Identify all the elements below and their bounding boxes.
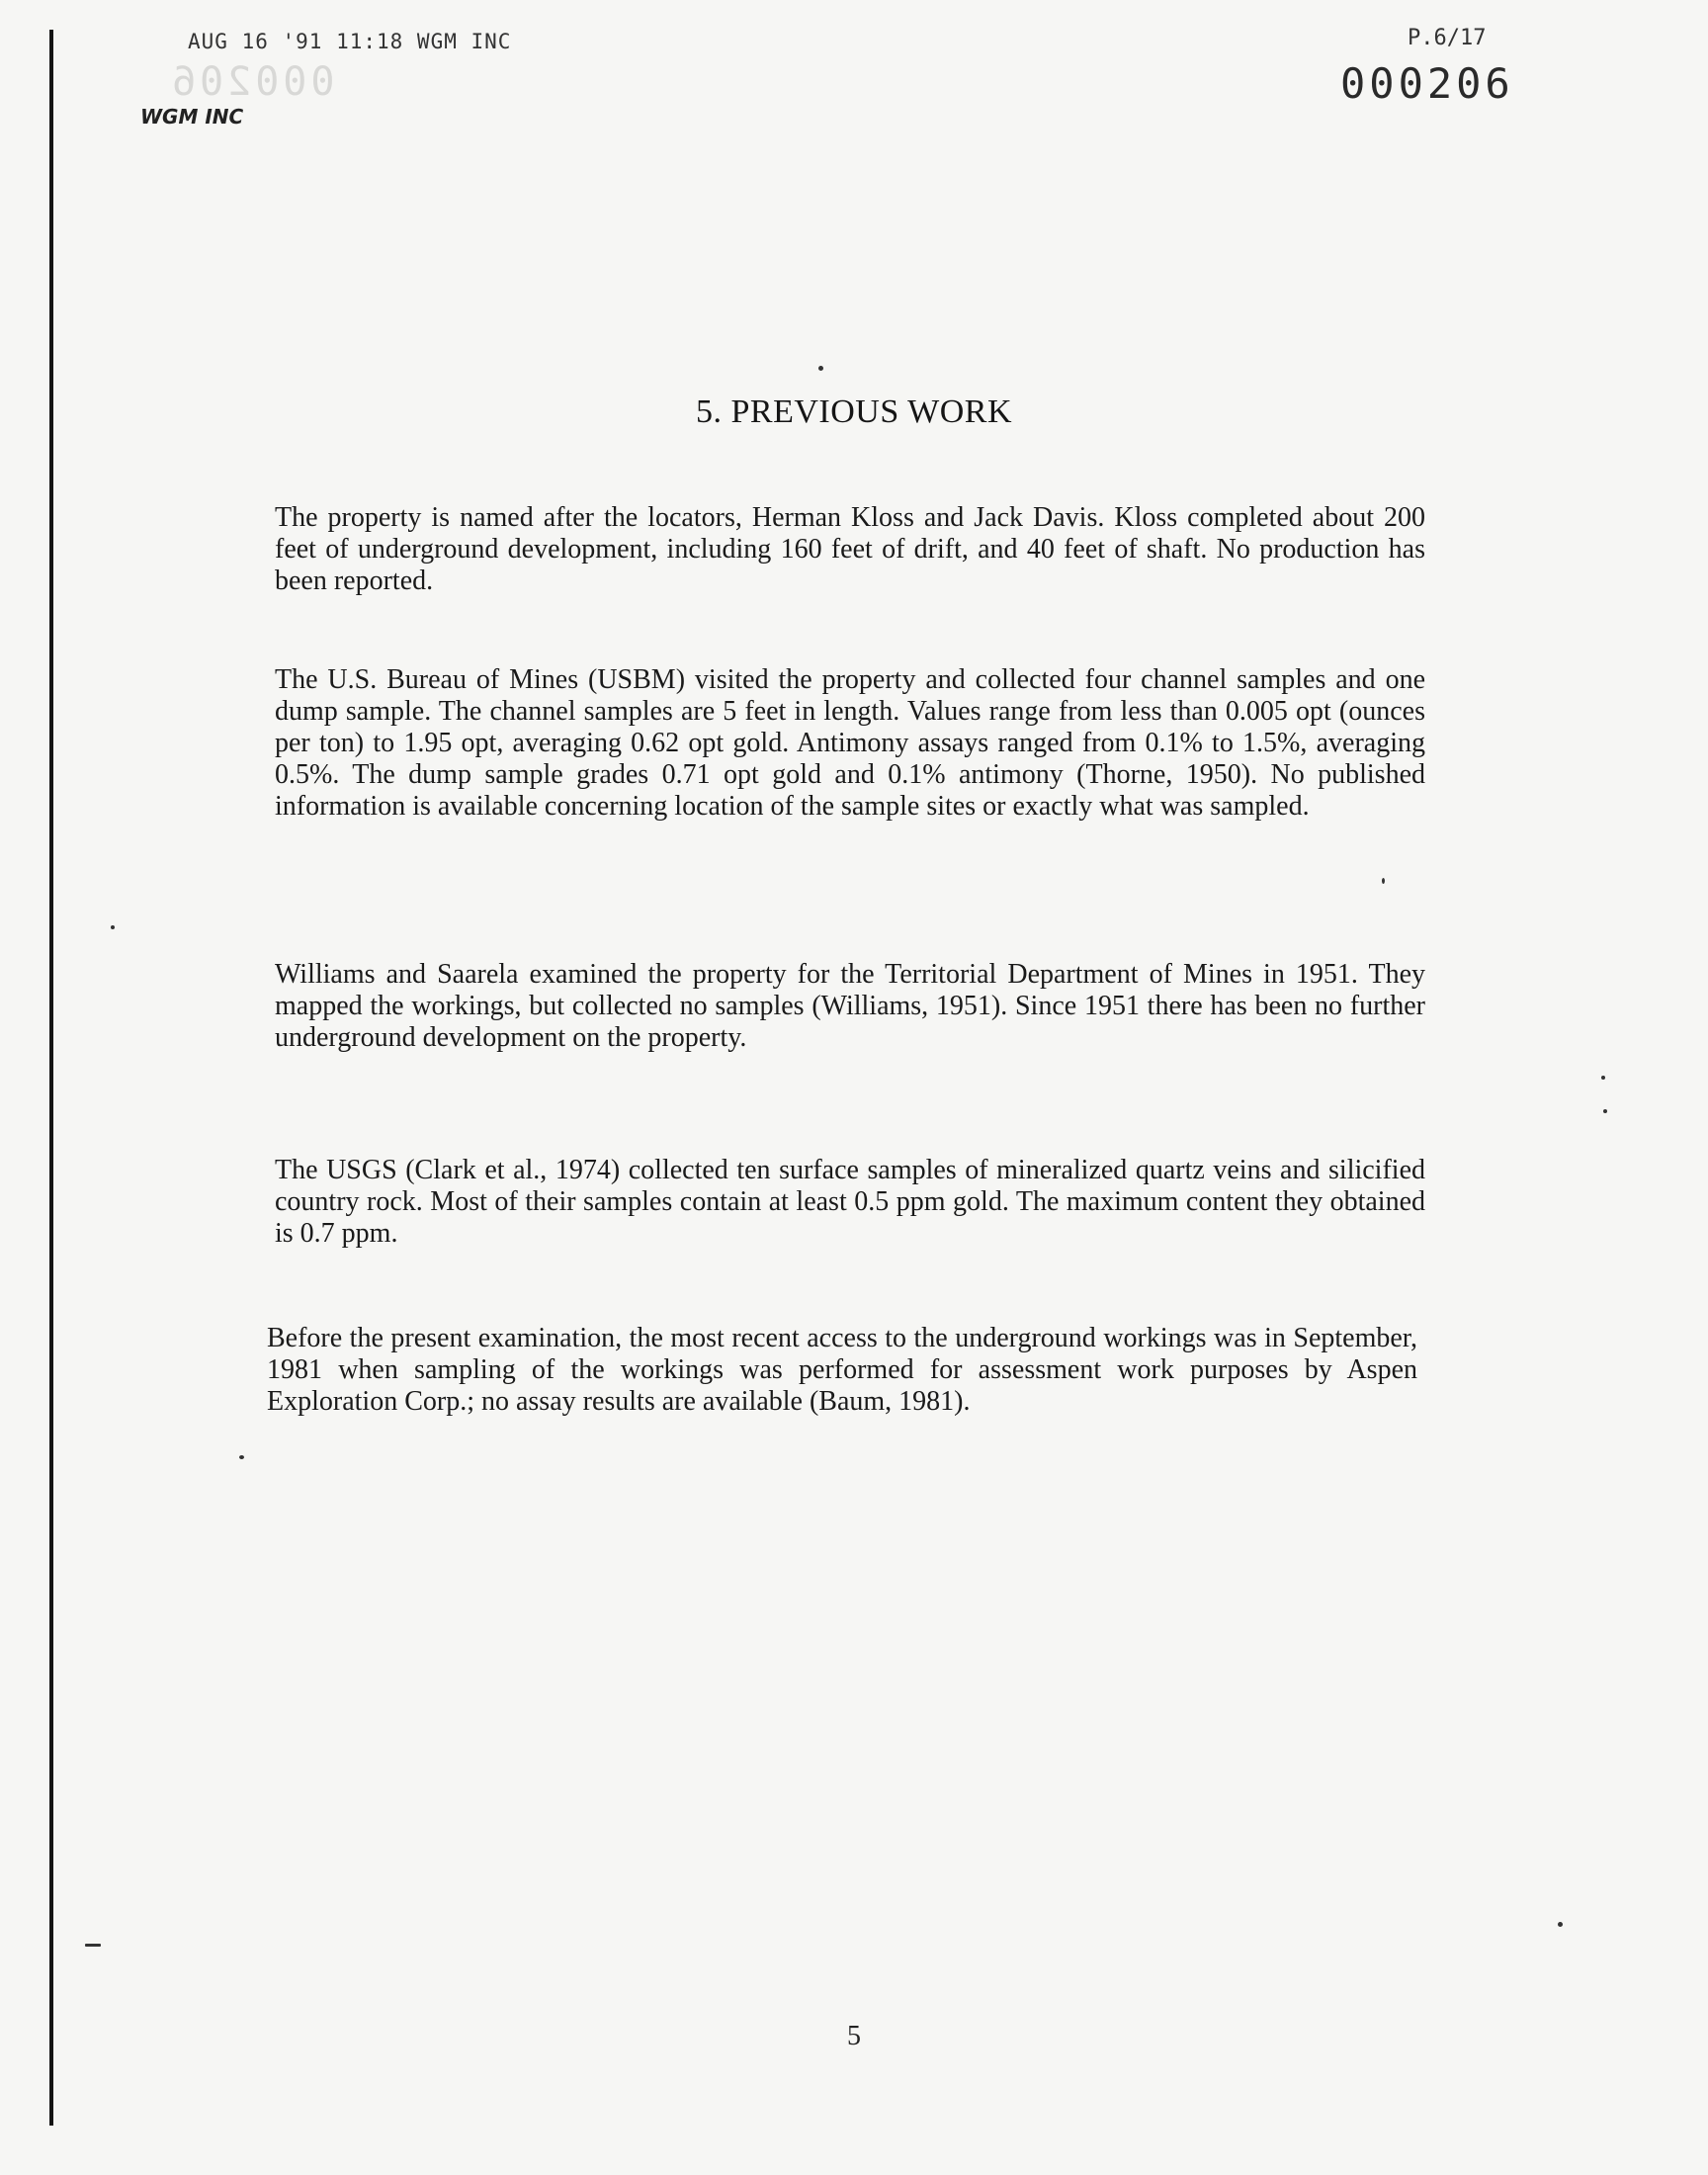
- scan-speck: [239, 1455, 244, 1459]
- scan-speck: [818, 366, 823, 371]
- binding-edge-line: [49, 30, 53, 2126]
- section-title: 5. PREVIOUS WORK: [695, 393, 1012, 430]
- scan-mark: [85, 1944, 101, 1947]
- scan-speck: [111, 925, 115, 929]
- scan-speck: [1558, 1922, 1563, 1927]
- paragraph-williams-saarela: Williams and Saarela examined the property for the Territorial Department of Mines in 1951. They mapped the workings, but collected no samples (Williams, 1951). Since 1951 there has been no further underground development on the property.: [275, 959, 1425, 1053]
- paragraph-locators: The property is named after the locators, Herman Kloss and Jack Davis. Kloss completed about 200 feet of underground development, including 160 feet of drift, and 40 feet of shaft. No production has been reported.: [275, 502, 1425, 596]
- fax-page-count: P.6/17: [1408, 26, 1487, 50]
- fax-header-line: AUG 16 '91 11:18 WGM INC: [188, 30, 512, 53]
- scan-speck: [1601, 1076, 1605, 1080]
- paragraph-recent-access: Before the present examination, the most recent access to the underground workings was in September, 1981 when sampling of the workings was performed for assessment work purposes by Aspen Exploration Corp.; no assay results are available (Baum, 1981).: [267, 1323, 1417, 1417]
- document-number-stamp: 000206: [1340, 59, 1514, 108]
- page-number: 5: [847, 2021, 861, 2051]
- scan-speck: [1603, 1109, 1607, 1113]
- bleed-through-number: 000206: [168, 59, 335, 105]
- company-logo: WGM INC: [140, 105, 244, 129]
- paragraph-usgs: The USGS (Clark et al., 1974) collected ten surface samples of mineralized quartz veins and silicified country rock. Most of their samples contain at least 0.5 ppm gold. The maximum content they obtained is 0.7 ppm.: [275, 1155, 1425, 1249]
- scan-speck: [1382, 878, 1385, 884]
- paragraph-usbm: The U.S. Bureau of Mines (USBM) visited the property and collected four channel samples and one dump sample. The channel samples are 5 feet in length. Values range from less than 0.005 opt (ounces per ton) to 1.95 opt, averaging 0.62 opt gold. Antimony assays ranged from 0.1% to 1.5%, averaging 0.5%. The dump sample grades 0.71 opt gold and 0.1% antimony (Thorne, 1950). No published information is available concerning location of the sample sites or exactly what was sampled.: [275, 664, 1425, 822]
